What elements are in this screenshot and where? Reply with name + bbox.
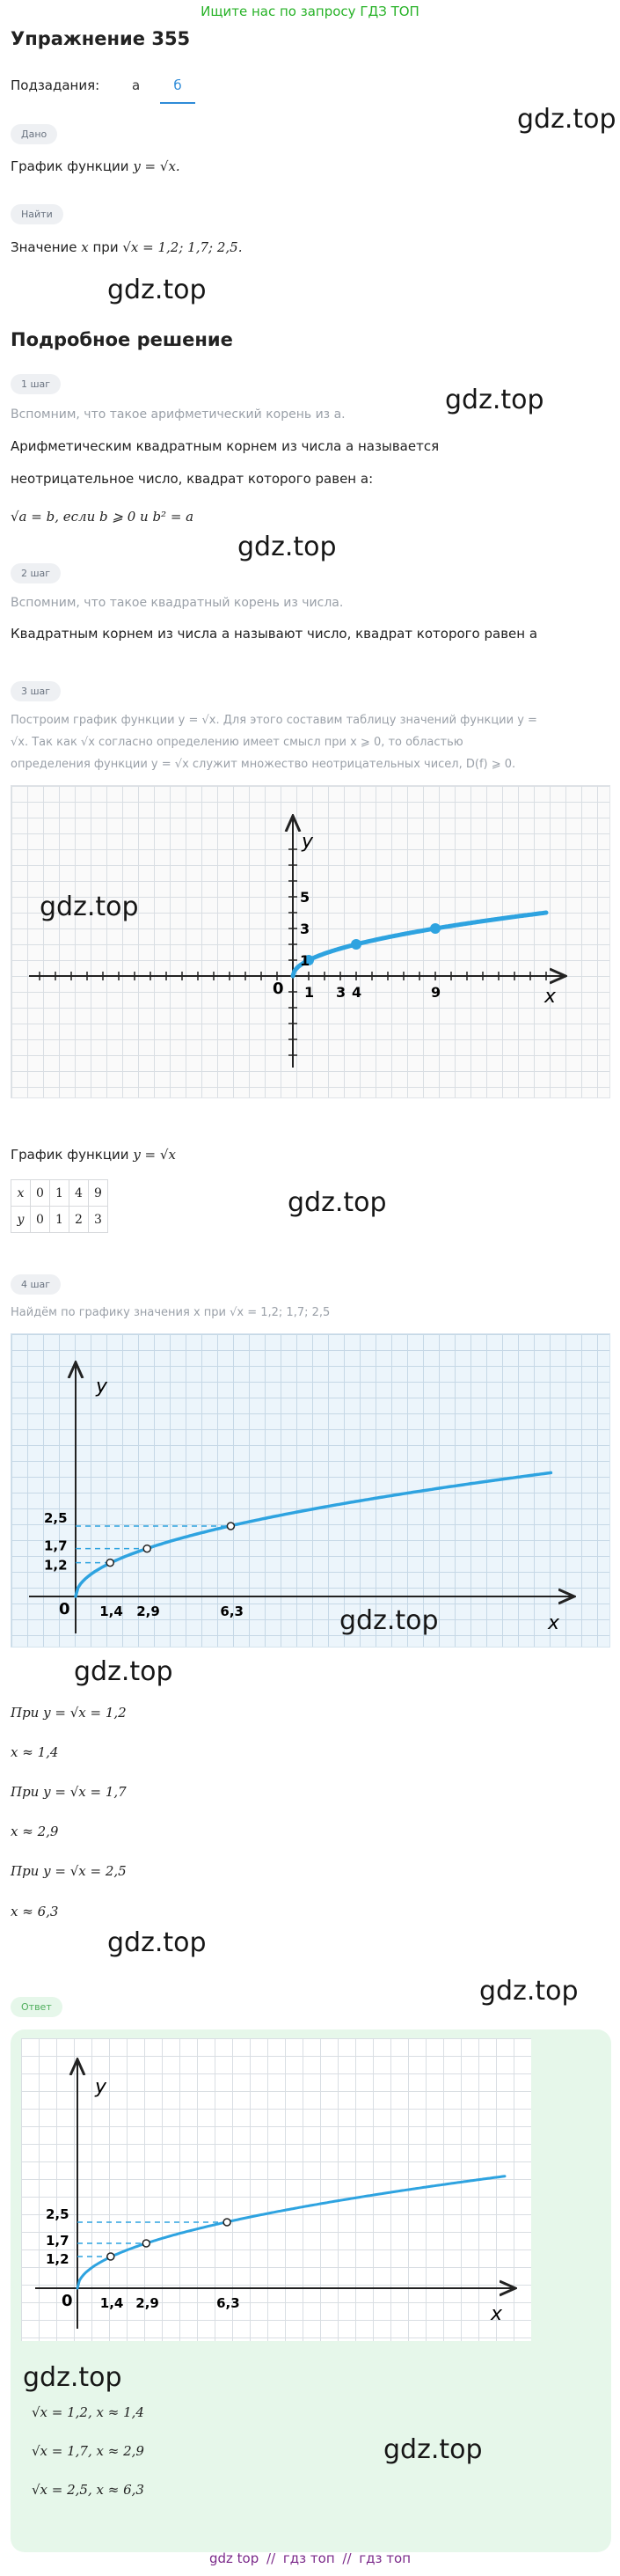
step3-line3: определения функции y = √x служит множество неотрицательных чисел, D(f) ⩾ 0. (11, 758, 516, 771)
table-caption-formula: y = √x (133, 1147, 176, 1163)
tab-b[interactable]: б (160, 77, 195, 104)
step2-pill: 2 шаг (11, 563, 61, 583)
graph-sqrt (11, 785, 610, 1098)
footer-links (0, 2550, 620, 2566)
footer-link[interactable]: гдз топ (359, 2550, 412, 2566)
footer-link[interactable]: гдз топ (282, 2550, 335, 2566)
x-tick-label: 3 (336, 984, 346, 1001)
promo-banner[interactable]: Ищите нас по запросу ГДЗ ТОП (201, 4, 419, 19)
data-point (107, 2253, 114, 2260)
footer-separator: // (342, 2550, 352, 2566)
origin-label: 0 (62, 2292, 73, 2310)
step4-intro: Найдём по графику значения x при √x = 1,2; 1,7; 2,5 (11, 1306, 331, 1319)
page-title: Упражнение 355 (11, 28, 191, 49)
result-cond-text: При y = √x = 2,5 (11, 1863, 127, 1879)
watermark: gdz.top (383, 2434, 483, 2465)
find-text (11, 238, 242, 257)
find-var: x (81, 239, 89, 255)
answer-line: √x = 1,7, x ≈ 2,9 (32, 2443, 144, 2459)
watermark: gdz.top (479, 1976, 579, 2007)
result-ans: x ≈ 2,9 (11, 1824, 59, 1839)
table-cell: 1 (50, 1180, 69, 1207)
table-cell: 1 (50, 1207, 69, 1233)
table-cell: y (11, 1207, 31, 1233)
graph-find (11, 1333, 610, 1648)
step4-pill: 4 шаг (11, 1274, 61, 1295)
watermark: gdz.top (517, 104, 616, 135)
data-point (430, 923, 441, 934)
origin-label: 0 (273, 980, 284, 998)
result-cond (11, 1703, 127, 1722)
table-cell: 4 (69, 1180, 89, 1207)
given-prefix: График функции (11, 158, 134, 174)
step3-line1: Построим график функции y = √x. Для этого составим таблицу значений функции y = (11, 714, 537, 727)
watermark: gdz.top (107, 1927, 207, 1958)
step1-formula: √a = b, если b ⩾ 0 и b² = a (11, 509, 194, 525)
step1-pill: 1 шаг (11, 374, 61, 394)
answer-graph-svg (21, 2038, 531, 2341)
table-cell: x (11, 1180, 31, 1207)
find-prefix: Значение (11, 239, 82, 255)
step2-intro: Вспомним, что такое квадратный корень из числа. (11, 596, 344, 610)
values-table (11, 1179, 108, 1233)
watermark: gdz.top (40, 892, 139, 922)
answer-pill: Ответ (11, 1997, 62, 2017)
x-tick-label: 1 (304, 984, 315, 1001)
sqrt-curve (77, 2176, 505, 2288)
tab-a[interactable]: а (132, 77, 141, 93)
y-tick-label: 2,5 (44, 1510, 68, 1526)
result-cond-text: При y = √x = 1,7 (11, 1784, 127, 1800)
x-tick-label: 2,9 (135, 2295, 159, 2311)
footer-separator: // (266, 2550, 276, 2566)
x-axis-label: x (548, 1612, 560, 1634)
given-text (11, 157, 180, 176)
find-mid: при (88, 239, 123, 255)
data-point (142, 2240, 150, 2247)
footer-link[interactable]: gdz top (208, 2550, 259, 2566)
table-row (11, 1207, 108, 1233)
step3-pill: 3 шаг (11, 681, 61, 701)
y-tick-label: 1,7 (46, 2233, 69, 2249)
answer-line: √x = 1,2, x ≈ 1,4 (32, 2404, 144, 2420)
result-cond-text: При y = √x = 1,2 (11, 1705, 127, 1721)
answer-box (11, 2029, 611, 2552)
data-point (106, 1560, 113, 1567)
watermark: gdz.top (445, 385, 544, 415)
y-tick-label: 1 (300, 952, 310, 969)
y-tick-label: 1,7 (44, 1538, 68, 1554)
data-point (143, 1545, 150, 1552)
y-tick-label: 1,2 (44, 1557, 68, 1574)
x-tick-label: 1,4 (99, 1604, 123, 1619)
answer-line: √x = 2,5, x ≈ 6,3 (32, 2482, 144, 2498)
result-cond (11, 1782, 127, 1802)
x-tick-label: 4 (352, 984, 362, 1001)
watermark: gdz.top (288, 1187, 387, 1218)
table-caption (11, 1145, 176, 1164)
step1-def-line2: неотрицательное число, квадрат которого равен a: (11, 471, 374, 487)
sqrt-curve (76, 1472, 551, 1596)
watermark: gdz.top (107, 275, 207, 305)
x-tick-label: 1,4 (99, 2295, 124, 2311)
watermark: gdz.top (237, 532, 337, 562)
table-cell: 2 (69, 1207, 89, 1233)
step3-line2: √x. Так как √x согласно определению имеет смысл при x ⩾ 0, то областью (11, 736, 463, 749)
watermark: gdz.top (339, 1605, 439, 1636)
y-tick-label: 3 (300, 921, 310, 937)
y-axis-label: y (302, 831, 314, 853)
table-cell: 0 (31, 1207, 50, 1233)
y-tick-label: 5 (300, 889, 310, 906)
result-cond (11, 1861, 127, 1881)
data-point (351, 939, 361, 950)
x-tick-label: 6,3 (216, 2295, 240, 2311)
find-formula: √x = 1,2; 1,7; 2,5. (122, 239, 243, 255)
y-tick-label: 2,5 (46, 2206, 69, 2222)
x-tick-label: 6,3 (220, 1604, 244, 1619)
step1-def-line1: Арифметическим квадратным корнем из числа a называется (11, 438, 440, 454)
result-ans: x ≈ 1,4 (11, 1744, 59, 1760)
answer-graph (21, 2038, 531, 2341)
watermark: gdz.top (74, 1656, 173, 1687)
result-ans: x ≈ 6,3 (11, 1904, 59, 1919)
table-cell: 3 (89, 1207, 108, 1233)
x-tick-label: 9 (431, 984, 441, 1001)
data-point (227, 1523, 234, 1530)
graph-find-svg (11, 1334, 611, 1648)
table-cell: 0 (31, 1180, 50, 1207)
graph-sqrt-svg (11, 786, 611, 1099)
origin-label: 0 (59, 1600, 70, 1618)
given-formula: y = √x. (133, 158, 180, 174)
y-axis-label: y (96, 1376, 108, 1398)
data-point (223, 2219, 230, 2226)
x-axis-label: x (544, 986, 557, 1008)
y-axis-label: y (95, 2076, 107, 2098)
sqrt-curve (293, 913, 546, 976)
x-tick-label: 2,9 (136, 1604, 160, 1619)
x-axis-label: x (491, 2303, 503, 2325)
find-pill: Найти (11, 204, 63, 224)
given-pill: Дано (11, 124, 57, 144)
table-cell: 9 (89, 1180, 108, 1207)
step1-intro: Вспомним, что такое арифметический корень из a. (11, 407, 346, 422)
table-caption-prefix: График функции (11, 1147, 134, 1163)
solution-title: Подробное решение (11, 329, 233, 350)
watermark: gdz.top (23, 2362, 122, 2393)
y-tick-label: 1,2 (46, 2251, 69, 2267)
table-row (11, 1180, 108, 1207)
subtasks-label: Подзадания: (11, 77, 100, 93)
step2-def: Квадратным корнем из числа a называют число, квадрат которого равен a (11, 626, 538, 642)
